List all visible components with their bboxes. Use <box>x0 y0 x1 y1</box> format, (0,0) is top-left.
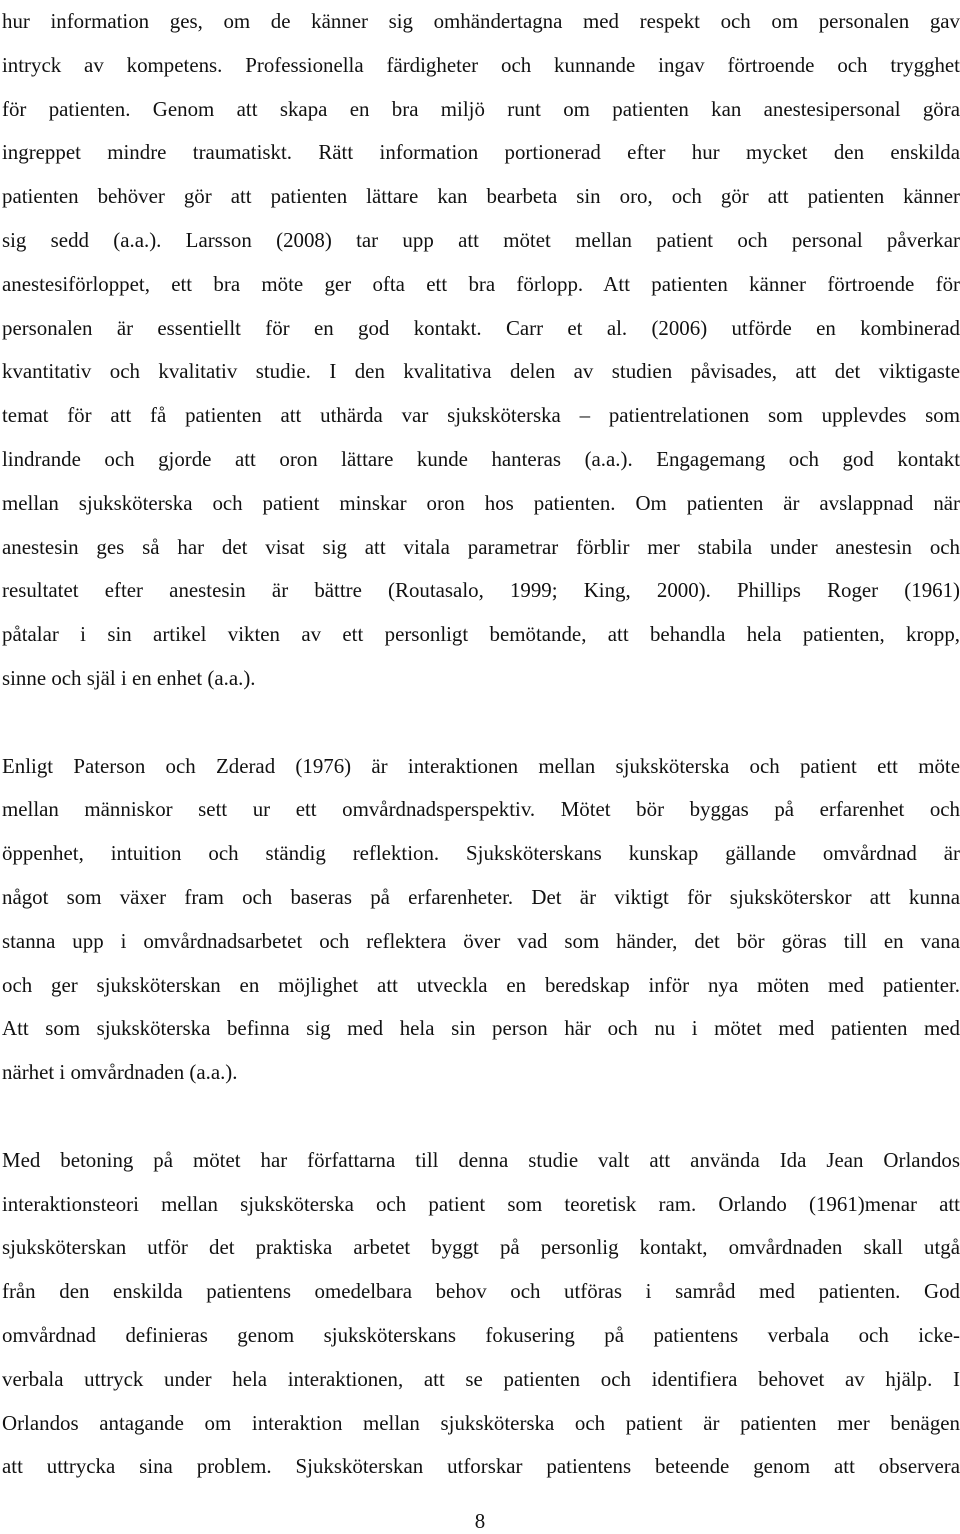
text-line: omvårdnad definieras genom sjuksköterskans fokusering på patientens verbala och icke- <box>2 1322 960 1347</box>
page-number: 8 <box>474 1509 486 1533</box>
text-line: Med betoning på mötet har författarna till denna studie valt att använda Ida Jean Orlandos <box>2 1147 960 1172</box>
text-line: temat för att få patienten att uthärda var sjuksköterska – patientrelationen som upplevdes som <box>2 403 960 428</box>
text-line: interaktionsteori mellan sjuksköterska och patient som teoretisk ram. Orlando (1961)menar att <box>2 1191 960 1216</box>
paragraph <box>2 1139 960 1489</box>
text-line: anestesiförloppet, ett bra möte ger ofta ett bra förlopp. Att patienten känner förtroende för <box>2 271 960 296</box>
paragraph-gap <box>2 701 960 745</box>
text-line: resultatet efter anestesin är bättre (Routasalo, 1999; King, 2000). Phillips Roger (1961) <box>2 578 960 603</box>
text-line: lindrande och gjorde att oron lättare kunde hanteras (a.a.). Engagemang och god kontakt <box>2 446 960 471</box>
text-line: stanna upp i omvårdnadsarbetet och reflektera över vad som händer, det bör göras till en vana <box>2 928 960 953</box>
text-line: Att som sjuksköterska befinna sig med hela sin person här och nu i mötet med patienten med <box>2 1016 960 1041</box>
text-line: öppenhet, intuition och ständig reflektion. Sjuksköterskans kunskap gällande omvårdnad är <box>2 841 960 866</box>
paragraph <box>2 745 960 1095</box>
text-line: anestesin ges så har det visat sig att vitala parametrar förblir mer stabila under anestesin och <box>2 534 960 559</box>
text-line: närhet i omvårdnaden (a.a.). <box>2 1060 238 1085</box>
body-text <box>2 0 960 1489</box>
text-line: och ger sjuksköterskan en möjlighet att utveckla en beredskap inför nya möten med patienter. <box>2 972 960 997</box>
text-line: kvantitativ och kvalitativ studie. I den kvalitativa delen av studien påvisades, att det viktigaste <box>2 359 960 384</box>
text-line: verbala uttryck under hela interaktionen, att se patienten och identifiera behovet av hjälp. I <box>2 1366 960 1391</box>
text-line: personalen är essentiellt för en god kontakt. Carr et al. (2006) utförde en kombinerad <box>2 315 960 340</box>
text-line: från den enskilda patientens omedelbara behov och utföras i samråd med patienten. God <box>2 1279 960 1304</box>
text-line: mellan sjuksköterska och patient minskar oron hos patienten. Om patienten är avslappnad när <box>2 490 960 515</box>
paragraph-gap <box>2 1095 960 1139</box>
text-line: något som växer fram och baseras på erfarenheter. Det är viktigt för sjuksköterskor att kunna <box>2 884 960 909</box>
text-line: mellan människor sett ur ett omvårdnadsperspektiv. Mötet bör byggas på erfarenhet och <box>2 797 960 822</box>
text-line: sinne och själ i en enhet (a.a.). <box>2 665 256 690</box>
text-line: påtalar i sin artikel vikten av ett personligt bemötande, att behandla hela patienten, kropp, <box>2 622 960 647</box>
text-line: patienten behöver gör att patienten lättare kan bearbeta sin oro, och gör att patienten känner <box>2 184 960 209</box>
text-line: att uttrycka sina problem. Sjuksköterskan utforskar patientens beteende genom att observera <box>2 1454 960 1479</box>
text-line: hur information ges, om de känner sig omhändertagna med respekt och om personalen gav <box>2 9 960 33</box>
text-line: för patienten. Genom att skapa en bra miljö runt om patienten kan anestesipersonal göra <box>2 96 960 121</box>
text-line: Enligt Paterson och Zderad (1976) är interaktionen mellan sjuksköterska och patient ett möte <box>2 753 960 778</box>
text-line: sjuksköterskan utför det praktiska arbetet byggt på personlig kontakt, omvårdnaden skall utgå <box>2 1235 960 1260</box>
text-line: ingreppet mindre traumatiskt. Rätt information portionerad efter hur mycket den enskilda <box>2 140 960 165</box>
text-line: Orlandos antagande om interaktion mellan sjuksköterska och patient är patienten mer benägen <box>2 1410 960 1435</box>
text-line: intryck av kompetens. Professionella färdigheter och kunnande ingav förtroende och trygghet <box>2 52 960 77</box>
text-line: sig sedd (a.a.). Larsson (2008) tar upp att mötet mellan patient och personal påverkar <box>2 227 960 252</box>
paragraph <box>2 0 960 701</box>
